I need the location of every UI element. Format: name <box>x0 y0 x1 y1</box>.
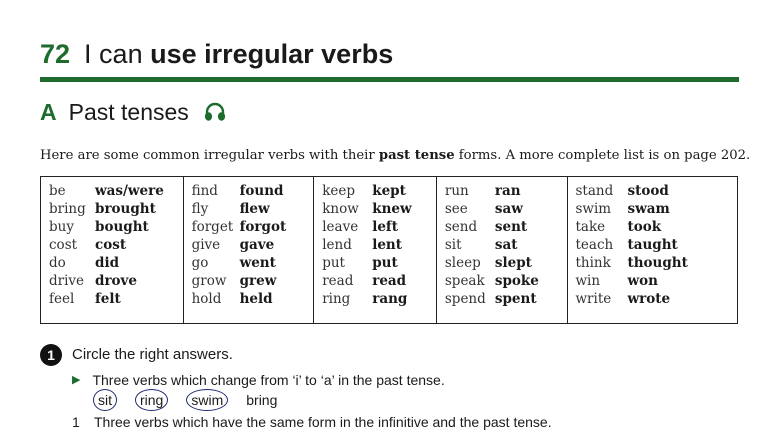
verb-row <box>49 218 183 236</box>
past-tense: taught <box>627 237 678 253</box>
unit-title-plain: I can <box>84 39 151 69</box>
verb-row <box>49 200 183 218</box>
unit-title-bold: use irregular verbs <box>150 39 394 69</box>
intro-text <box>40 147 750 165</box>
infinitive: spend <box>444 291 486 307</box>
verb-row <box>576 236 738 254</box>
verb-row <box>192 236 314 254</box>
example-line <box>72 371 445 389</box>
verb-row <box>576 182 738 200</box>
past-tense: gave <box>239 237 275 253</box>
infinitive: grow <box>191 273 227 289</box>
section-heading <box>40 98 227 128</box>
past-tense: sent <box>494 219 528 235</box>
verb-row <box>322 182 436 200</box>
infinitive: send <box>444 219 478 235</box>
infinitive: keep <box>322 183 356 199</box>
infinitive: buy <box>49 219 74 235</box>
infinitive: leave <box>322 219 359 235</box>
verb-column <box>41 177 184 323</box>
infinitive: know <box>322 201 359 217</box>
past-tense: won <box>627 273 658 289</box>
infinitive: feel <box>49 291 75 307</box>
infinitive: cost <box>49 237 78 253</box>
verb-row <box>322 200 436 218</box>
past-tense: felt <box>95 291 121 307</box>
verb-table <box>40 176 738 324</box>
verb-row <box>445 236 567 254</box>
infinitive: teach <box>575 237 614 253</box>
past-tense: bought <box>95 219 149 235</box>
verb-column <box>184 177 315 323</box>
past-tense: stood <box>627 183 669 199</box>
past-tense: sat <box>494 237 518 253</box>
example-text: Three verbs which change from ‘i’ to ‘a’ in the past tense. <box>92 372 445 388</box>
verb-row <box>192 290 314 308</box>
infinitive: drive <box>49 273 85 289</box>
infinitive: win <box>575 273 601 289</box>
verb-row <box>322 272 436 290</box>
infinitive: think <box>575 255 611 271</box>
verb-row <box>445 182 567 200</box>
verb-row <box>576 290 738 308</box>
section-title: Past tenses <box>68 99 189 125</box>
play-arrow-icon: ▶ <box>72 374 81 386</box>
past-tense: drove <box>95 273 137 289</box>
intro-after: forms. A more complete list is on page 202. <box>454 148 751 163</box>
verb-row <box>49 290 183 308</box>
past-tense: forgot <box>239 219 287 235</box>
verb-row <box>192 200 314 218</box>
past-tense: lent <box>372 237 402 253</box>
verb-row <box>192 182 314 200</box>
infinitive: find <box>191 183 218 199</box>
past-tense: read <box>372 273 407 289</box>
past-tense: held <box>239 291 273 307</box>
verb-row <box>576 218 738 236</box>
exercise-instruction: Circle the right answers. <box>72 346 233 363</box>
infinitive: swim <box>575 201 612 217</box>
intro-bold: past tense <box>378 148 455 163</box>
verb-row <box>576 254 738 272</box>
circled-option[interactable]: ring <box>135 389 168 411</box>
verb-column <box>437 177 568 323</box>
past-tense: saw <box>494 201 523 217</box>
example-options <box>93 389 295 411</box>
infinitive: write <box>575 291 612 307</box>
past-tense: spoke <box>494 273 539 289</box>
question-number: 1 <box>72 414 80 430</box>
past-tense: swam <box>627 201 670 217</box>
past-tense: went <box>239 255 276 271</box>
verb-row <box>445 254 567 272</box>
verb-row <box>192 272 314 290</box>
verb-column <box>314 177 437 323</box>
past-tense: knew <box>372 201 412 217</box>
past-tense: was/were <box>95 183 164 199</box>
infinitive: take <box>575 219 606 235</box>
verb-row <box>445 218 567 236</box>
past-tense: cost <box>95 237 127 253</box>
infinitive: speak <box>444 273 485 289</box>
answer-option[interactable]: bring <box>246 392 278 408</box>
past-tense: did <box>95 255 120 271</box>
past-tense: brought <box>95 201 156 217</box>
circled-option[interactable]: swim <box>186 389 228 411</box>
past-tense: found <box>239 183 284 199</box>
infinitive: sleep <box>444 255 481 271</box>
question-1 <box>72 413 552 431</box>
past-tense: thought <box>627 255 688 271</box>
intro-before: Here are some common irregular verbs with their <box>40 148 379 163</box>
question-text: Three verbs which have the same form in the infinitive and the past tense. <box>94 414 552 430</box>
verb-row <box>192 218 314 236</box>
past-tense: wrote <box>627 291 671 307</box>
circled-option[interactable]: sit <box>93 389 117 411</box>
past-tense: kept <box>372 183 406 199</box>
infinitive: go <box>191 255 209 271</box>
verb-row <box>49 254 183 272</box>
verb-row <box>322 218 436 236</box>
verb-row <box>322 236 436 254</box>
past-tense: ran <box>494 183 521 199</box>
headphones-icon[interactable] <box>203 100 227 128</box>
verb-row <box>49 182 183 200</box>
infinitive: hold <box>191 291 222 307</box>
infinitive: forget <box>191 219 234 235</box>
infinitive: put <box>322 255 345 271</box>
past-tense: slept <box>494 255 532 271</box>
exercise-heading <box>40 344 233 366</box>
infinitive: fly <box>191 201 209 217</box>
infinitive: be <box>49 183 66 199</box>
infinitive: bring <box>49 201 86 217</box>
verb-row <box>322 290 436 308</box>
verb-row <box>322 254 436 272</box>
unit-header <box>40 38 393 70</box>
unit-number: 72 <box>40 39 71 69</box>
verb-row <box>445 272 567 290</box>
section-letter: A <box>40 99 57 125</box>
past-tense: rang <box>372 291 408 307</box>
infinitive: give <box>191 237 221 253</box>
verb-row <box>576 272 738 290</box>
verb-row <box>192 254 314 272</box>
verb-row <box>445 290 567 308</box>
past-tense: put <box>372 255 398 271</box>
verb-row <box>576 200 738 218</box>
past-tense: took <box>627 219 662 235</box>
infinitive: sit <box>444 237 462 253</box>
infinitive: ring <box>322 291 351 307</box>
infinitive: do <box>49 255 66 271</box>
infinitive: run <box>444 183 469 199</box>
verb-column <box>568 177 738 323</box>
verb-row <box>445 200 567 218</box>
infinitive: see <box>444 201 468 217</box>
exercise-number: 1 <box>40 344 62 366</box>
infinitive: lend <box>322 237 352 253</box>
past-tense: spent <box>494 291 537 307</box>
past-tense: left <box>372 219 398 235</box>
infinitive: read <box>322 273 354 289</box>
header-rule <box>40 77 739 82</box>
infinitive: stand <box>575 183 614 199</box>
past-tense: grew <box>239 273 277 289</box>
past-tense: flew <box>239 201 270 217</box>
verb-row <box>49 272 183 290</box>
verb-row <box>49 236 183 254</box>
